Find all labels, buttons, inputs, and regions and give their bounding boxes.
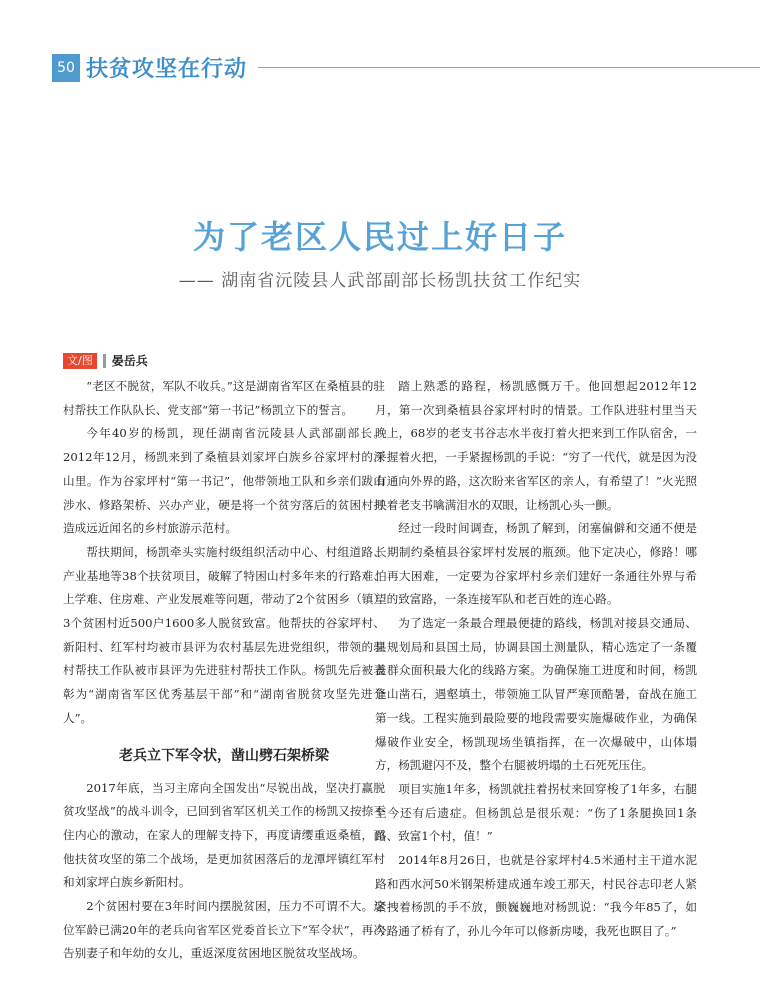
page-number: 50 <box>52 54 80 82</box>
paragraph: 今年40岁的杨凯，现任湖南省沅陵县人武部副部长。2012年12月，杨凯来到了桑植县刘家坪白族乡谷家坪村的深山里。作为谷家坪村“第一书记”，他带领地工队和乡亲们跋山涉水、修路架桥、兴办产业，硬是将一个贫穷落后的贫困村打造成远近闻名的乡村旅游示范村。 <box>63 426 385 536</box>
byline-separator <box>103 354 106 368</box>
article-subtitle: —— 湖南省沅陵县人武部副部长杨凯扶贫工作纪实 <box>178 271 582 291</box>
section-title: 扶贫攻坚在行动 <box>86 57 248 82</box>
paragraph: 2个贫困村要在3年时间内摆脱贫困，压力不可谓不大。这位军龄已满20年的老兵向省军区党委首长立下“军令状”，再次告别妻子和年幼的女儿，重返深度贫困地区脱贫攻坚战场。 <box>63 899 385 961</box>
paragraph: 2017年底，当习主席向全国发出“尽锐出战，坚决打赢脱贫攻坚战”的战斗训令，已回到省军区机关工作的杨凯又按捺不住内心的激动，在家人的理解支持下，再度请缨重返桑植，而他扶贫攻坚的第二个战场，是更加贫困落后的龙潭坪镇红军村和刘家坪白族乡新阳村。 <box>63 780 385 890</box>
paragraph: 项目实施1年多，杨凯就拄着拐杖来回穿梭了1年多，右腿至今还有后遗症。但杨凯总是很乐观：“伤了1条腿换回1条路、致富1个村，值！” <box>375 781 697 844</box>
byline-author: 晏岳兵 <box>111 354 148 368</box>
byline <box>63 352 148 369</box>
paragraph: “老区不脱贫，军队不收兵。”这是湖南省军区在桑植县的驻村帮扶工作队队长、党支部“第一书记”杨凯立下的誓言。 <box>63 379 385 417</box>
right-column <box>375 375 697 944</box>
article-title: 为了老区人民过上好日子 <box>192 218 567 256</box>
byline-tag: 文/图 <box>63 353 97 369</box>
page-header <box>0 0 760 100</box>
section-subheading: 老兵立下军令状，凿山劈石架桥梁 <box>119 747 329 764</box>
paragraph: 2014年8月26日，也就是谷家坪村4.5米通村主干道水泥路和西水河50米钢架桥建成通车竣工那天，村民谷志印老人紧紧拽着杨凯的手不放，颤巍巍地对杨凯说：“我今年85了，如今路通了桥有了，孙儿今年可以修新房喽，我死也瞑目了。” <box>375 853 697 939</box>
paragraph: 踏上熟悉的路程，杨凯感慨万千。他回想起2012年12月，第一次到桑植县谷家坪村时的情景。工作队进驻村里当天晚上，68岁的老支书谷志水半夜打着火把来到工作队宿舍，一手握着火把，一手紧握杨凯的手说：“穷了一代代，就是因为没有通向外界的路，这次盼来省军区的亲人，有希望了！”火光照映着老支书噙满泪水的双眼，让杨凯心头一颤。 <box>375 379 697 512</box>
paragraph: 帮扶期间，杨凯牵头实施村级组织活动中心、村组道路、产业基地等38个扶贫项目，破解了特困山村多年来的行路难、上学难、住房难、产业发展难等问题，带动了2个贫困乡（镇）3个贫困村近500户1600多人脱贫致富。他帮扶的谷家坪村、新阳村、红军村均被市县评为农村基层先进党组织，带领的驻村帮扶工作队被市县评为先进驻村帮扶工作队。杨凯先后被表彰为“湖南省军区优秀基层干部”和“湖南省脱贫攻坚先进个人”。 <box>63 544 385 725</box>
left-column <box>63 375 385 966</box>
header-divider <box>258 67 760 68</box>
paragraph: 经过一段时间调查，杨凯了解到，闭塞偏僻和交通不便是长期制约桑植县谷家坪村发展的瓶颈。他下定决心，修路！哪怕再大困难，一定要为谷家坪村乡亲们建好一条通往外界与希望的致富路，一条连接军队和老百姓的连心路。 <box>375 521 697 607</box>
paragraph: 为了选定一条最合理最便捷的路线，杨凯对接县交通局、县规划局和县国土局，协调县国土测量队，精心选定了一条覆盖群众面积最大化的线路方案。为确保施工进度和时间，杨凯逢山凿石，遇壑填土，带领施工队冒严寒顶酷暑，奋战在施工第一线。工程实施到最险要的地段需要实施爆破作业，为确保爆破作业安全，杨凯现场坐镇指挥，在一次爆破中，山体塌方，杨凯避闪不及，整个右腿被坍塌的土石死死压住。 <box>375 616 697 773</box>
